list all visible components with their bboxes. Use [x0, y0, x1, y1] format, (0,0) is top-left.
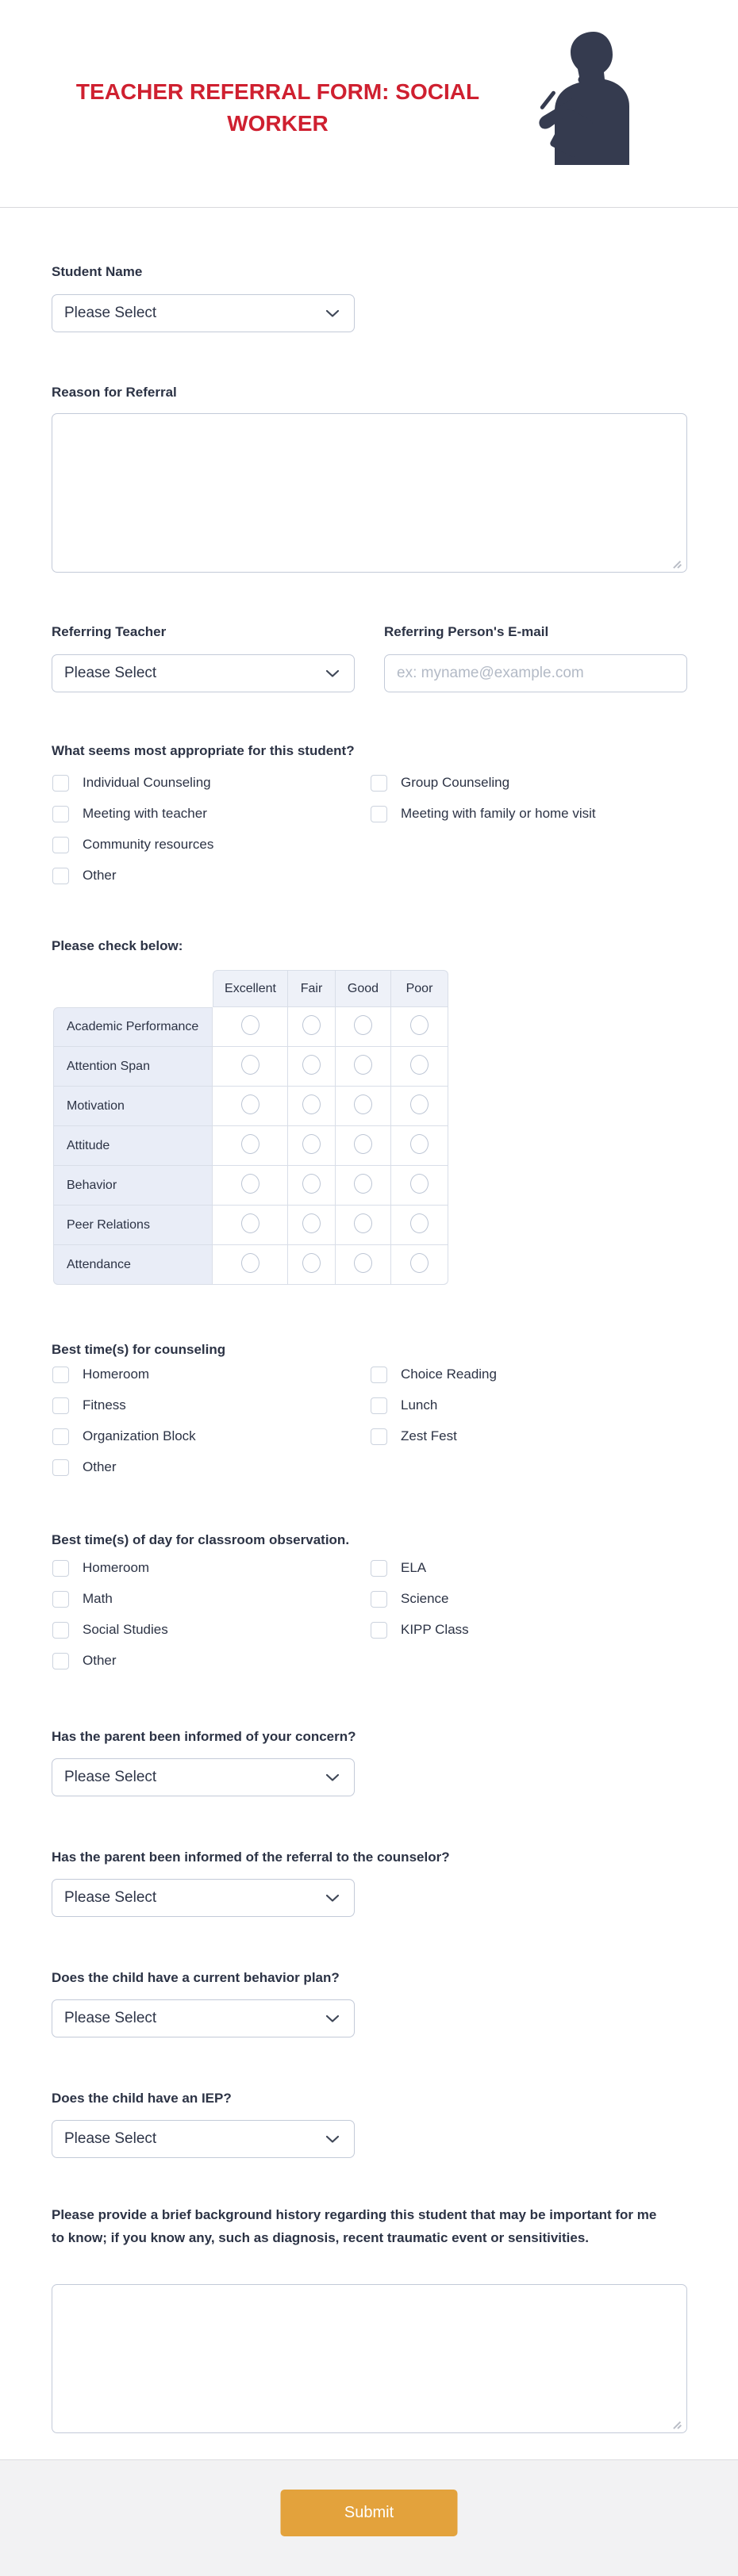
referring-teacher-label: Referring Teacher: [52, 624, 167, 639]
chevron-down-icon: [325, 2135, 340, 2144]
radio-button[interactable]: [354, 1213, 372, 1233]
checkbox[interactable]: [52, 806, 69, 822]
checkbox[interactable]: [52, 1622, 69, 1639]
parent-counselor-label: Has the parent been informed of the referral to the counselor?: [52, 1850, 450, 1865]
form-header: [0, 0, 738, 208]
parent-concern-select[interactable]: [52, 1758, 355, 1796]
radio-button[interactable]: [302, 1213, 321, 1233]
radio-button[interactable]: [410, 1213, 429, 1233]
radio-button[interactable]: [302, 1055, 321, 1075]
chevron-down-icon: [325, 1894, 340, 1903]
matrix-row-label: Motivation: [53, 1087, 213, 1126]
form-footer: [0, 2459, 738, 2576]
checkbox-option[interactable]: Other: [52, 1652, 371, 1669]
radio-button[interactable]: [302, 1134, 321, 1154]
checkbox-option[interactable]: ELA: [371, 1559, 636, 1577]
checkbox[interactable]: [52, 1653, 69, 1669]
radio-button[interactable]: [302, 1015, 321, 1035]
matrix-row: [53, 1206, 448, 1245]
checkbox[interactable]: [52, 1397, 69, 1414]
checkbox[interactable]: [371, 1622, 387, 1639]
radio-button[interactable]: [410, 1094, 429, 1114]
parent-counselor-select[interactable]: [52, 1879, 355, 1917]
checkbox[interactable]: [371, 1428, 387, 1445]
referring-email-label: Referring Person's E-mail: [384, 624, 549, 639]
radio-button[interactable]: [354, 1134, 372, 1154]
matrix-row-label: Attitude: [53, 1126, 213, 1166]
checkbox[interactable]: [371, 775, 387, 792]
radio-button[interactable]: [354, 1094, 372, 1114]
checkbox[interactable]: [371, 1591, 387, 1608]
radio-button[interactable]: [302, 1253, 321, 1273]
counseling-times-label: Best time(s) for counseling: [52, 1342, 226, 1357]
parent-concern-select-value: Please Select: [64, 1769, 157, 1785]
chevron-down-icon: [325, 2014, 340, 2023]
checkbox[interactable]: [52, 868, 69, 884]
referring-teacher-select-value: Please Select: [64, 665, 157, 681]
matrix-row: [53, 1087, 448, 1126]
matrix-row: [53, 1007, 448, 1047]
matrix-column-header: Good: [336, 970, 391, 1007]
rating-matrix-table: [53, 970, 448, 1285]
checkbox-option[interactable]: Fitness: [52, 1397, 371, 1414]
checkbox[interactable]: [52, 1367, 69, 1383]
checkbox[interactable]: [371, 1560, 387, 1577]
checkbox-option[interactable]: Homeroom: [52, 1366, 371, 1383]
radio-button[interactable]: [241, 1055, 259, 1075]
matrix-column-header: Fair: [288, 970, 336, 1007]
checkbox-option[interactable]: KIPP Class: [371, 1621, 636, 1639]
checkbox[interactable]: [52, 775, 69, 792]
radio-button[interactable]: [354, 1174, 372, 1194]
chevron-down-icon: [325, 669, 340, 678]
checkbox-option[interactable]: Choice Reading: [371, 1366, 636, 1383]
appropriate-label: What seems most appropriate for this student?: [52, 743, 355, 758]
resize-handle-icon[interactable]: [672, 2418, 682, 2428]
checkbox-option[interactable]: Social Studies: [52, 1621, 371, 1639]
background-label: Please provide a brief background history regarding this student that may be important for me to know; if you know any, such as diagnosis, recent traumatic event or sensitivities.: [52, 2207, 657, 2245]
checkbox-option[interactable]: Meeting with teacher: [52, 805, 371, 822]
radio-button[interactable]: [410, 1015, 429, 1035]
checkbox-option[interactable]: Other: [52, 1459, 371, 1476]
check-below-label: Please check below:: [52, 938, 183, 953]
radio-button[interactable]: [410, 1174, 429, 1194]
chevron-down-icon: [325, 1773, 340, 1782]
matrix-row: [53, 1126, 448, 1166]
checkbox-option[interactable]: Zest Fest: [371, 1428, 636, 1445]
checkbox[interactable]: [52, 1591, 69, 1608]
appropriate-checkbox-group: [52, 774, 636, 884]
matrix-column-header: Poor: [391, 970, 448, 1007]
matrix-corner-cell: [53, 970, 213, 1007]
student-name-select-value: Please Select: [64, 305, 157, 321]
checkbox-option[interactable]: Lunch: [371, 1397, 636, 1414]
radio-button[interactable]: [410, 1134, 429, 1154]
radio-button[interactable]: [302, 1174, 321, 1194]
checkbox[interactable]: [371, 1367, 387, 1383]
observation-times-label: Best time(s) of day for classroom observation.: [52, 1532, 350, 1547]
matrix-row-label: Attention Span: [53, 1047, 213, 1087]
checkbox-option[interactable]: Group Counseling: [371, 774, 636, 792]
checkbox[interactable]: [52, 837, 69, 853]
radio-button[interactable]: [410, 1055, 429, 1075]
matrix-row-label: Peer Relations: [53, 1206, 213, 1245]
checkbox[interactable]: [52, 1560, 69, 1577]
checkbox[interactable]: [371, 1397, 387, 1414]
radio-button[interactable]: [354, 1015, 372, 1035]
iep-label: Does the child have an IEP?: [52, 2091, 232, 2106]
checkbox-option[interactable]: Organization Block: [52, 1428, 371, 1445]
counseling-times-checkbox-group: [52, 1366, 636, 1476]
radio-button[interactable]: [410, 1253, 429, 1273]
checkbox-option[interactable]: Other: [52, 867, 371, 884]
parent-concern-label: Has the parent been informed of your concern?: [52, 1729, 356, 1744]
checkbox-option[interactable]: Meeting with family or home visit: [371, 805, 636, 822]
reason-label: Reason for Referral: [52, 385, 177, 400]
matrix-row-label: Behavior: [53, 1166, 213, 1206]
referring-teacher-select[interactable]: [52, 654, 355, 692]
radio-button[interactable]: [241, 1134, 259, 1154]
matrix-row-label: Academic Performance: [53, 1007, 213, 1047]
checkbox[interactable]: [371, 806, 387, 822]
radio-button[interactable]: [241, 1094, 259, 1114]
checkbox[interactable]: [52, 1459, 69, 1476]
checkbox-option[interactable]: Community resources: [52, 836, 371, 853]
behavior-plan-label: Does the child have a current behavior plan?: [52, 1970, 340, 1985]
radio-button[interactable]: [302, 1094, 321, 1114]
chevron-down-icon: [325, 309, 340, 318]
observation-times-checkbox-group: [52, 1559, 636, 1669]
parent-counselor-select-value: Please Select: [64, 1889, 157, 1906]
radio-button[interactable]: [354, 1253, 372, 1273]
iep-select[interactable]: [52, 2120, 355, 2158]
submit-button[interactable]: Submit: [281, 2490, 458, 2536]
radio-button[interactable]: [241, 1213, 259, 1233]
iep-select-value: Please Select: [64, 2130, 157, 2147]
student-name-label: Student Name: [52, 264, 143, 279]
behavior-plan-select-value: Please Select: [64, 2010, 157, 2026]
matrix-row: [53, 1245, 448, 1285]
student-name-select[interactable]: [52, 294, 355, 332]
checkbox-option[interactable]: Math: [52, 1590, 371, 1608]
checkbox-option[interactable]: Homeroom: [52, 1559, 371, 1577]
matrix-header-row: [53, 970, 448, 1007]
checkbox-option[interactable]: Individual Counseling: [52, 774, 371, 792]
matrix-row-label: Attendance: [53, 1245, 213, 1285]
form-title: TEACHER REFERRAL FORM: SOCIAL WORKER: [75, 79, 480, 136]
referring-email-input[interactable]: [384, 654, 687, 692]
matrix-row: [53, 1047, 448, 1087]
matrix-column-header: Excellent: [213, 970, 288, 1007]
background-textarea[interactable]: [52, 2284, 687, 2433]
resize-handle-icon[interactable]: [672, 558, 682, 568]
behavior-plan-select[interactable]: [52, 1999, 355, 2037]
radio-button[interactable]: [354, 1055, 372, 1075]
matrix-row: [53, 1166, 448, 1206]
radio-button[interactable]: [241, 1174, 259, 1194]
radio-button[interactable]: [241, 1015, 259, 1035]
reason-textarea[interactable]: [52, 413, 687, 573]
checkbox[interactable]: [52, 1428, 69, 1445]
radio-button[interactable]: [241, 1253, 259, 1273]
teacher-silhouette-image: [533, 29, 649, 165]
checkbox-option[interactable]: Science: [371, 1590, 636, 1608]
